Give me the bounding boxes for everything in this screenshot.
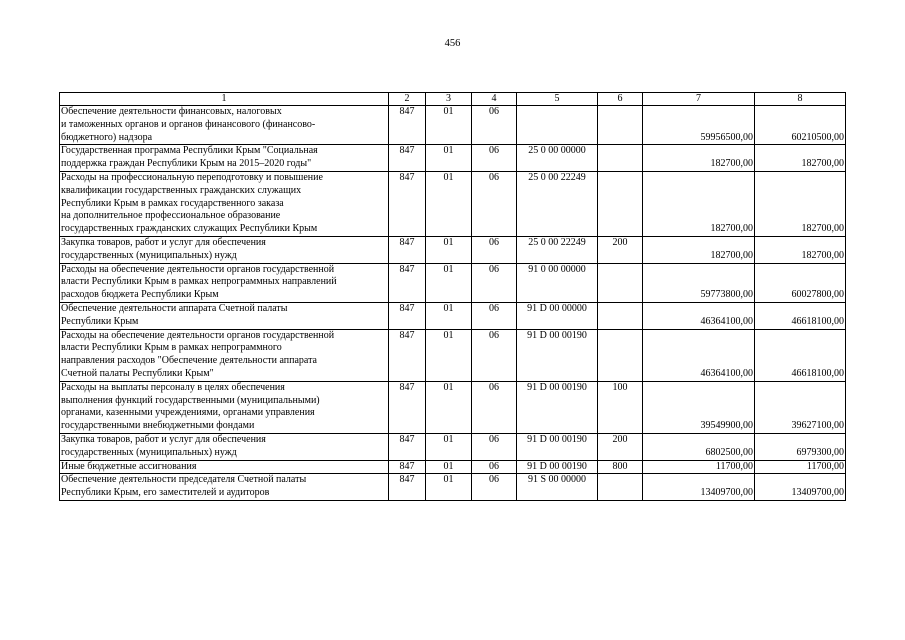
- cell-target-article-code: 91 D 00 00190: [517, 329, 598, 381]
- cell-subsection-code: 06: [472, 106, 517, 145]
- cell-expense-type-code: 200: [598, 433, 643, 460]
- cell-target-article-code: 25 0 00 22249: [517, 236, 598, 263]
- cell-amount-year-2: 13409700,00: [755, 474, 846, 501]
- cell-description: [60, 460, 389, 474]
- description-line: и таможенных органов и органов финансового (финансово-: [61, 118, 316, 130]
- cell-expense-type-code: [598, 329, 643, 381]
- cell-amount-year-2: 11700,00: [755, 460, 846, 474]
- description-line: Республики Крым: [61, 315, 139, 327]
- cell-subsection-code: 06: [472, 236, 517, 263]
- cell-description: [60, 106, 389, 145]
- description-line: на дополнительное профессиональное образование: [61, 210, 281, 222]
- cell-section-code: 01: [426, 474, 472, 501]
- cell-amount-year-2: 60027800,00: [755, 263, 846, 302]
- description-line: Обеспечение деятельности председателя Счетной палаты: [61, 474, 307, 486]
- cell-administrator-code: 847: [389, 381, 426, 433]
- header-cell: 3: [426, 93, 472, 106]
- cell-administrator-code: 847: [389, 433, 426, 460]
- description-line: государственных гражданских служащих Республики Крым: [61, 223, 318, 235]
- cell-description: [60, 263, 389, 302]
- table-row: [60, 302, 846, 329]
- description-line: власти Республики Крым в рамках непрограммных направлений: [61, 276, 337, 288]
- cell-subsection-code: 06: [472, 329, 517, 381]
- cell-target-article-code: 91 D 00 00190: [517, 433, 598, 460]
- cell-section-code: 01: [426, 145, 472, 172]
- description-line: Государственная программа Республики Крым "Социальная: [61, 145, 318, 157]
- cell-amount-year-2: 182700,00: [755, 236, 846, 263]
- cell-amount-year-2: 182700,00: [755, 171, 846, 236]
- cell-expense-type-code: 800: [598, 460, 643, 474]
- header-cell: 8: [755, 93, 846, 106]
- cell-amount-year-2: 46618100,00: [755, 302, 846, 329]
- cell-administrator-code: 847: [389, 171, 426, 236]
- cell-target-article-code: 25 0 00 22249: [517, 171, 598, 236]
- table-row: [60, 145, 846, 172]
- description-line: поддержка граждан Республики Крым на 2015–2020 годы": [61, 158, 312, 170]
- description-line: Республики Крым, его заместителей и аудиторов: [61, 487, 270, 499]
- description-line: Иные бюджетные ассигнования: [61, 460, 197, 472]
- cell-section-code: 01: [426, 381, 472, 433]
- header-cell: 2: [389, 93, 426, 106]
- cell-administrator-code: 847: [389, 474, 426, 501]
- cell-amount-year-2: 46618100,00: [755, 329, 846, 381]
- cell-description: [60, 381, 389, 433]
- description-line: Расходы на выплаты персоналу в целях обеспечения: [61, 381, 285, 393]
- cell-section-code: 01: [426, 433, 472, 460]
- cell-expense-type-code: [598, 263, 643, 302]
- cell-target-article-code: 91 D 00 00190: [517, 381, 598, 433]
- cell-administrator-code: 847: [389, 236, 426, 263]
- cell-amount-year-2: 39627100,00: [755, 381, 846, 433]
- cell-amount-year-1: 182700,00: [643, 171, 755, 236]
- cell-subsection-code: 06: [472, 145, 517, 172]
- cell-expense-type-code: 200: [598, 236, 643, 263]
- cell-target-article-code: [517, 106, 598, 145]
- description-line: Республики Крым в рамках государственного заказа: [61, 197, 284, 209]
- description-line: расходов бюджета Республики Крым: [61, 289, 219, 301]
- description-line: Закупка товаров, работ и услуг для обеспечения: [61, 236, 266, 248]
- header-cell: 1: [60, 93, 389, 106]
- header-cell: 4: [472, 93, 517, 106]
- description-line: Счетной палаты Республики Крым": [61, 367, 214, 379]
- page-number: 456: [444, 38, 461, 49]
- table-row: [60, 263, 846, 302]
- table-header-row: [60, 93, 846, 106]
- cell-amount-year-1: 59773800,00: [643, 263, 755, 302]
- cell-amount-year-1: 6802500,00: [643, 433, 755, 460]
- cell-subsection-code: 06: [472, 474, 517, 501]
- cell-administrator-code: 847: [389, 302, 426, 329]
- cell-description: [60, 145, 389, 172]
- description-line: государственных (муниципальных) нужд: [61, 249, 237, 261]
- cell-subsection-code: 06: [472, 263, 517, 302]
- cell-amount-year-2: 182700,00: [755, 145, 846, 172]
- cell-expense-type-code: [598, 302, 643, 329]
- table-row: [60, 460, 846, 474]
- cell-section-code: 01: [426, 329, 472, 381]
- cell-section-code: 01: [426, 302, 472, 329]
- cell-target-article-code: 25 0 00 00000: [517, 145, 598, 172]
- cell-subsection-code: 06: [472, 171, 517, 236]
- cell-expense-type-code: [598, 106, 643, 145]
- cell-description: [60, 236, 389, 263]
- cell-administrator-code: 847: [389, 460, 426, 474]
- description-line: выполнения функций государственными (муниципальными): [61, 394, 320, 406]
- description-line: власти Республики Крым в рамках непрограммного: [61, 342, 282, 354]
- cell-amount-year-1: 182700,00: [643, 236, 755, 263]
- table-row: [60, 171, 846, 236]
- cell-amount-year-2: 60210500,00: [755, 106, 846, 145]
- description-line: Расходы на профессиональную переподготовку и повышение: [61, 171, 323, 183]
- cell-section-code: 01: [426, 171, 472, 236]
- header-cell: 6: [598, 93, 643, 106]
- cell-amount-year-1: 182700,00: [643, 145, 755, 172]
- cell-description: [60, 474, 389, 501]
- header-cell: 5: [517, 93, 598, 106]
- table-row: [60, 474, 846, 501]
- table-row: [60, 381, 846, 433]
- table-row: [60, 106, 846, 145]
- cell-subsection-code: 06: [472, 381, 517, 433]
- description-line: направления расходов "Обеспечение деятельности аппарата: [61, 355, 317, 367]
- cell-amount-year-1: 46364100,00: [643, 329, 755, 381]
- description-line: Обеспечение деятельности аппарата Счетной палаты: [61, 302, 288, 314]
- cell-section-code: 01: [426, 106, 472, 145]
- cell-amount-year-1: 13409700,00: [643, 474, 755, 501]
- cell-description: [60, 433, 389, 460]
- cell-amount-year-1: 39549900,00: [643, 381, 755, 433]
- description-line: Закупка товаров, работ и услуг для обеспечения: [61, 433, 266, 445]
- table-row: [60, 329, 846, 381]
- budget-table: [59, 92, 846, 501]
- cell-administrator-code: 847: [389, 329, 426, 381]
- cell-amount-year-1: 11700,00: [643, 460, 755, 474]
- table-row: [60, 433, 846, 460]
- cell-expense-type-code: 100: [598, 381, 643, 433]
- cell-amount-year-1: 59956500,00: [643, 106, 755, 145]
- cell-section-code: 01: [426, 236, 472, 263]
- cell-administrator-code: 847: [389, 106, 426, 145]
- description-line: Обеспечение деятельности финансовых, налоговых: [61, 106, 282, 117]
- table-row: [60, 236, 846, 263]
- cell-expense-type-code: [598, 145, 643, 172]
- header-cell: 7: [643, 93, 755, 106]
- cell-description: [60, 302, 389, 329]
- cell-target-article-code: 91 S 00 00000: [517, 474, 598, 501]
- description-line: государственных (муниципальных) нужд: [61, 446, 237, 458]
- cell-expense-type-code: [598, 474, 643, 501]
- cell-target-article-code: 91 D 00 00190: [517, 460, 598, 474]
- cell-subsection-code: 06: [472, 433, 517, 460]
- cell-subsection-code: 06: [472, 460, 517, 474]
- description-line: органами, казенными учреждениями, органами управления: [61, 407, 315, 419]
- description-line: Расходы на обеспечение деятельности органов государственной: [61, 263, 335, 275]
- description-line: Расходы на обеспечение деятельности органов государственной: [61, 329, 335, 341]
- description-line: квалификации государственных гражданских служащих: [61, 184, 302, 196]
- description-line: государственными внебюджетными фондами: [61, 420, 255, 432]
- description-line: бюджетного) надзора: [61, 131, 153, 143]
- cell-section-code: 01: [426, 460, 472, 474]
- cell-description: [60, 329, 389, 381]
- cell-amount-year-2: 6979300,00: [755, 433, 846, 460]
- cell-target-article-code: 91 D 00 00000: [517, 302, 598, 329]
- cell-target-article-code: 91 0 00 00000: [517, 263, 598, 302]
- cell-administrator-code: 847: [389, 263, 426, 302]
- cell-administrator-code: 847: [389, 145, 426, 172]
- cell-description: [60, 171, 389, 236]
- cell-expense-type-code: [598, 171, 643, 236]
- cell-subsection-code: 06: [472, 302, 517, 329]
- cell-section-code: 01: [426, 263, 472, 302]
- cell-amount-year-1: 46364100,00: [643, 302, 755, 329]
